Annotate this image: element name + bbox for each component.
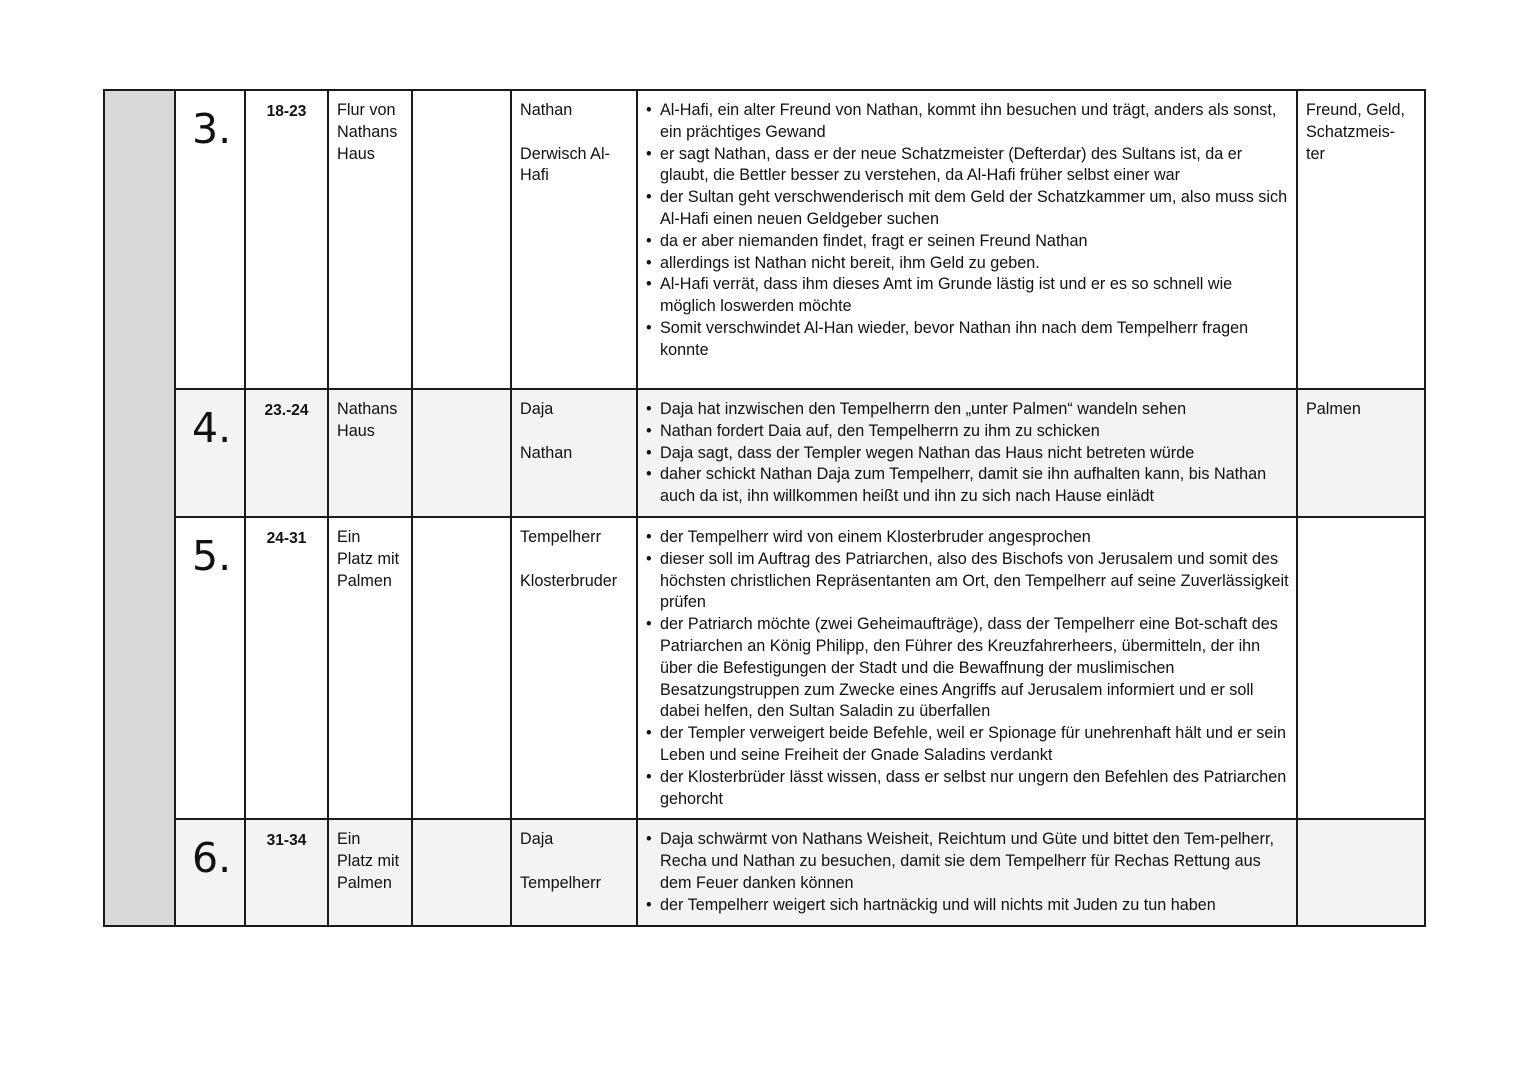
content-cell <box>637 389 1297 517</box>
character-name: Tempelherr <box>520 527 601 546</box>
content-bullet: • der Templer verweigert beide Befehle, weil er Spionage für unehrenhaft hält und er sein Leben und seine Freiheit der Gnade Saladins verdankt <box>644 723 1290 767</box>
keyword-text: Schatzmeis- <box>1306 122 1396 141</box>
page-range: 31-34 <box>266 832 307 850</box>
character-name: Daja <box>520 830 554 849</box>
page-range: 23.-24 <box>264 402 309 419</box>
keywords-cell <box>1297 90 1425 389</box>
pages-cell <box>245 819 328 925</box>
scene-number-cell <box>175 90 245 389</box>
place-cell <box>328 389 412 517</box>
place-text: Palmen <box>337 873 392 892</box>
scene-row <box>104 90 1425 389</box>
content-bullet-list <box>638 518 1296 818</box>
page-range: 18-23 <box>266 103 307 120</box>
scene-number-cell <box>175 819 245 925</box>
content-bullet-list <box>638 91 1296 370</box>
character-name: Nathan <box>520 101 573 119</box>
character-name: Daja <box>520 400 554 418</box>
character-name: Nathan <box>520 443 573 462</box>
place-text: Palmen <box>337 571 392 590</box>
place-text: Ein <box>337 830 361 849</box>
keyword-text: Palmen <box>1306 400 1361 418</box>
scene-number: 3. <box>192 105 232 153</box>
content-bullet: • Daja hat inzwischen den Tempelherrn den „unter Palmen“ wandeln sehen <box>644 399 1290 421</box>
characters-cell <box>511 389 637 517</box>
content-bullet-list <box>638 390 1296 516</box>
place-text: Haus <box>337 421 375 440</box>
content-bullet: • allerdings ist Nathan nicht bereit, ihm Geld zu geben. <box>644 253 1290 275</box>
content-bullet: • der Patriarch möchte (zwei Geheimaufträge), dass der Tempelherr eine Bot-schaft des Patriarchen an König Philipp, den Führer des Kreuzfahrerheers, übermitteln, der ihn über die Befestigungen der Stadt und die Bewaffnung der muslimischen Besatzungstruppen zum Zwecke eines Angriffs auf Jerusalem informiert und er soll dabei helfen, den Sultan Saladin zu überfallen <box>644 614 1290 723</box>
pages-cell <box>245 517 328 819</box>
content-bullet: • der Sultan geht verschwenderisch mit dem Geld der Schatzkammer um, also muss sich Al-Hafi einen neuen Geldgeber suchen <box>644 187 1290 231</box>
scene-number: 6. <box>192 834 232 883</box>
scene-row <box>104 389 1425 517</box>
content-bullet: • Al-Hafi, ein alter Freund von Nathan, kommt ihn besuchen und trägt, anders als sonst, ein prächtiges Gewand <box>644 100 1290 144</box>
content-bullet: • dieser soll im Auftrag des Patriarchen, also des Bischofs von Jerusalem und somit des höchsten christlichen Repräsentanten am Ort, den Tempelherr auf seine Zuverlässigkeit prüfen <box>644 549 1290 614</box>
keywords-cell <box>1297 389 1425 517</box>
keywords-cell <box>1297 517 1425 819</box>
characters-cell <box>511 90 637 389</box>
content-bullet: • da er aber niemanden findet, fragt er seinen Freund Nathan <box>644 231 1290 253</box>
place-cell <box>328 819 412 925</box>
content-bullet: • Daja sagt, dass der Templer wegen Nathan das Haus nicht betreten würde <box>644 443 1290 465</box>
character-name: Derwisch Al- <box>520 144 610 163</box>
place-text: Platz mit <box>337 852 400 871</box>
empty-cell <box>412 389 511 517</box>
keyword-text: Freund, Geld, <box>1306 101 1405 119</box>
scene-row <box>104 517 1425 819</box>
keyword-text: ter <box>1306 144 1325 163</box>
scene-table <box>103 89 1426 927</box>
content-cell <box>637 819 1297 925</box>
side-margin-column <box>104 90 175 926</box>
character-name: Klosterbruder <box>520 571 618 590</box>
place-cell <box>328 517 412 819</box>
content-bullet-list <box>638 820 1296 924</box>
place-text: Nathans <box>337 122 398 141</box>
place-text: Haus <box>337 144 375 163</box>
content-cell <box>637 90 1297 389</box>
keywords-cell <box>1297 819 1425 925</box>
scene-number-cell <box>175 389 245 517</box>
place-text: Nathans <box>337 400 398 418</box>
character-name: Hafi <box>520 166 549 185</box>
scene-row <box>104 819 1425 925</box>
scene-number-cell <box>175 517 245 819</box>
place-text: Platz mit <box>337 549 400 568</box>
content-cell <box>637 517 1297 819</box>
pages-cell <box>245 389 328 517</box>
content-bullet: • daher schickt Nathan Daja zum Tempelherr, damit sie ihn aufhalten kann, bis Nathan auch da ist, ihn willkommen heißt und ihn zu sich nach Hause einlädt <box>644 464 1290 508</box>
pages-cell <box>245 90 328 389</box>
content-bullet: • Al-Hafi verrät, dass ihm dieses Amt im Grunde lästig ist und er es so schnell wie möglich loswerden möchte <box>644 274 1290 318</box>
characters-cell <box>511 517 637 819</box>
content-bullet: • Daja schwärmt von Nathans Weisheit, Reichtum und Güte und bittet den Tem-pelherr, Recha und Nathan zu besuchen, damit sie dem Tempelherr für Rechas Rettung aus dem Feuer danken können <box>644 829 1290 894</box>
content-bullet: • er sagt Nathan, dass er der neue Schatzmeister (Defterdar) des Sultans ist, da er glaubt, die Bettler besser zu verstehen, da Al-Hafi früher selbst einer war <box>644 144 1290 188</box>
content-bullet: • Somit verschwindet Al-Han wieder, bevor Nathan ihn nach dem Tempelherr fragen konnte <box>644 318 1290 362</box>
content-bullet: • Nathan fordert Daia auf, den Tempelherrn zu ihm zu schicken <box>644 421 1290 443</box>
scene-number: 5. <box>192 531 232 580</box>
empty-cell <box>412 90 511 389</box>
scene-number: 4. <box>192 404 232 452</box>
content-bullet: • der Tempelherr wird von einem Klosterbruder angesprochen <box>644 527 1290 549</box>
place-text: Flur von <box>337 101 396 119</box>
content-bullet: • der Klosterbrüder lässt wissen, dass er selbst nur ungern den Befehlen des Patriarchen gehorcht <box>644 767 1290 811</box>
content-bullet: • der Tempelherr weigert sich hartnäckig und will nichts mit Juden zu tun haben <box>644 895 1290 917</box>
place-cell <box>328 90 412 389</box>
place-text: Ein <box>337 527 361 546</box>
characters-cell <box>511 819 637 925</box>
page-range: 24-31 <box>266 529 307 547</box>
empty-cell <box>412 819 511 925</box>
character-name: Tempelherr <box>520 873 601 892</box>
empty-cell <box>412 517 511 819</box>
